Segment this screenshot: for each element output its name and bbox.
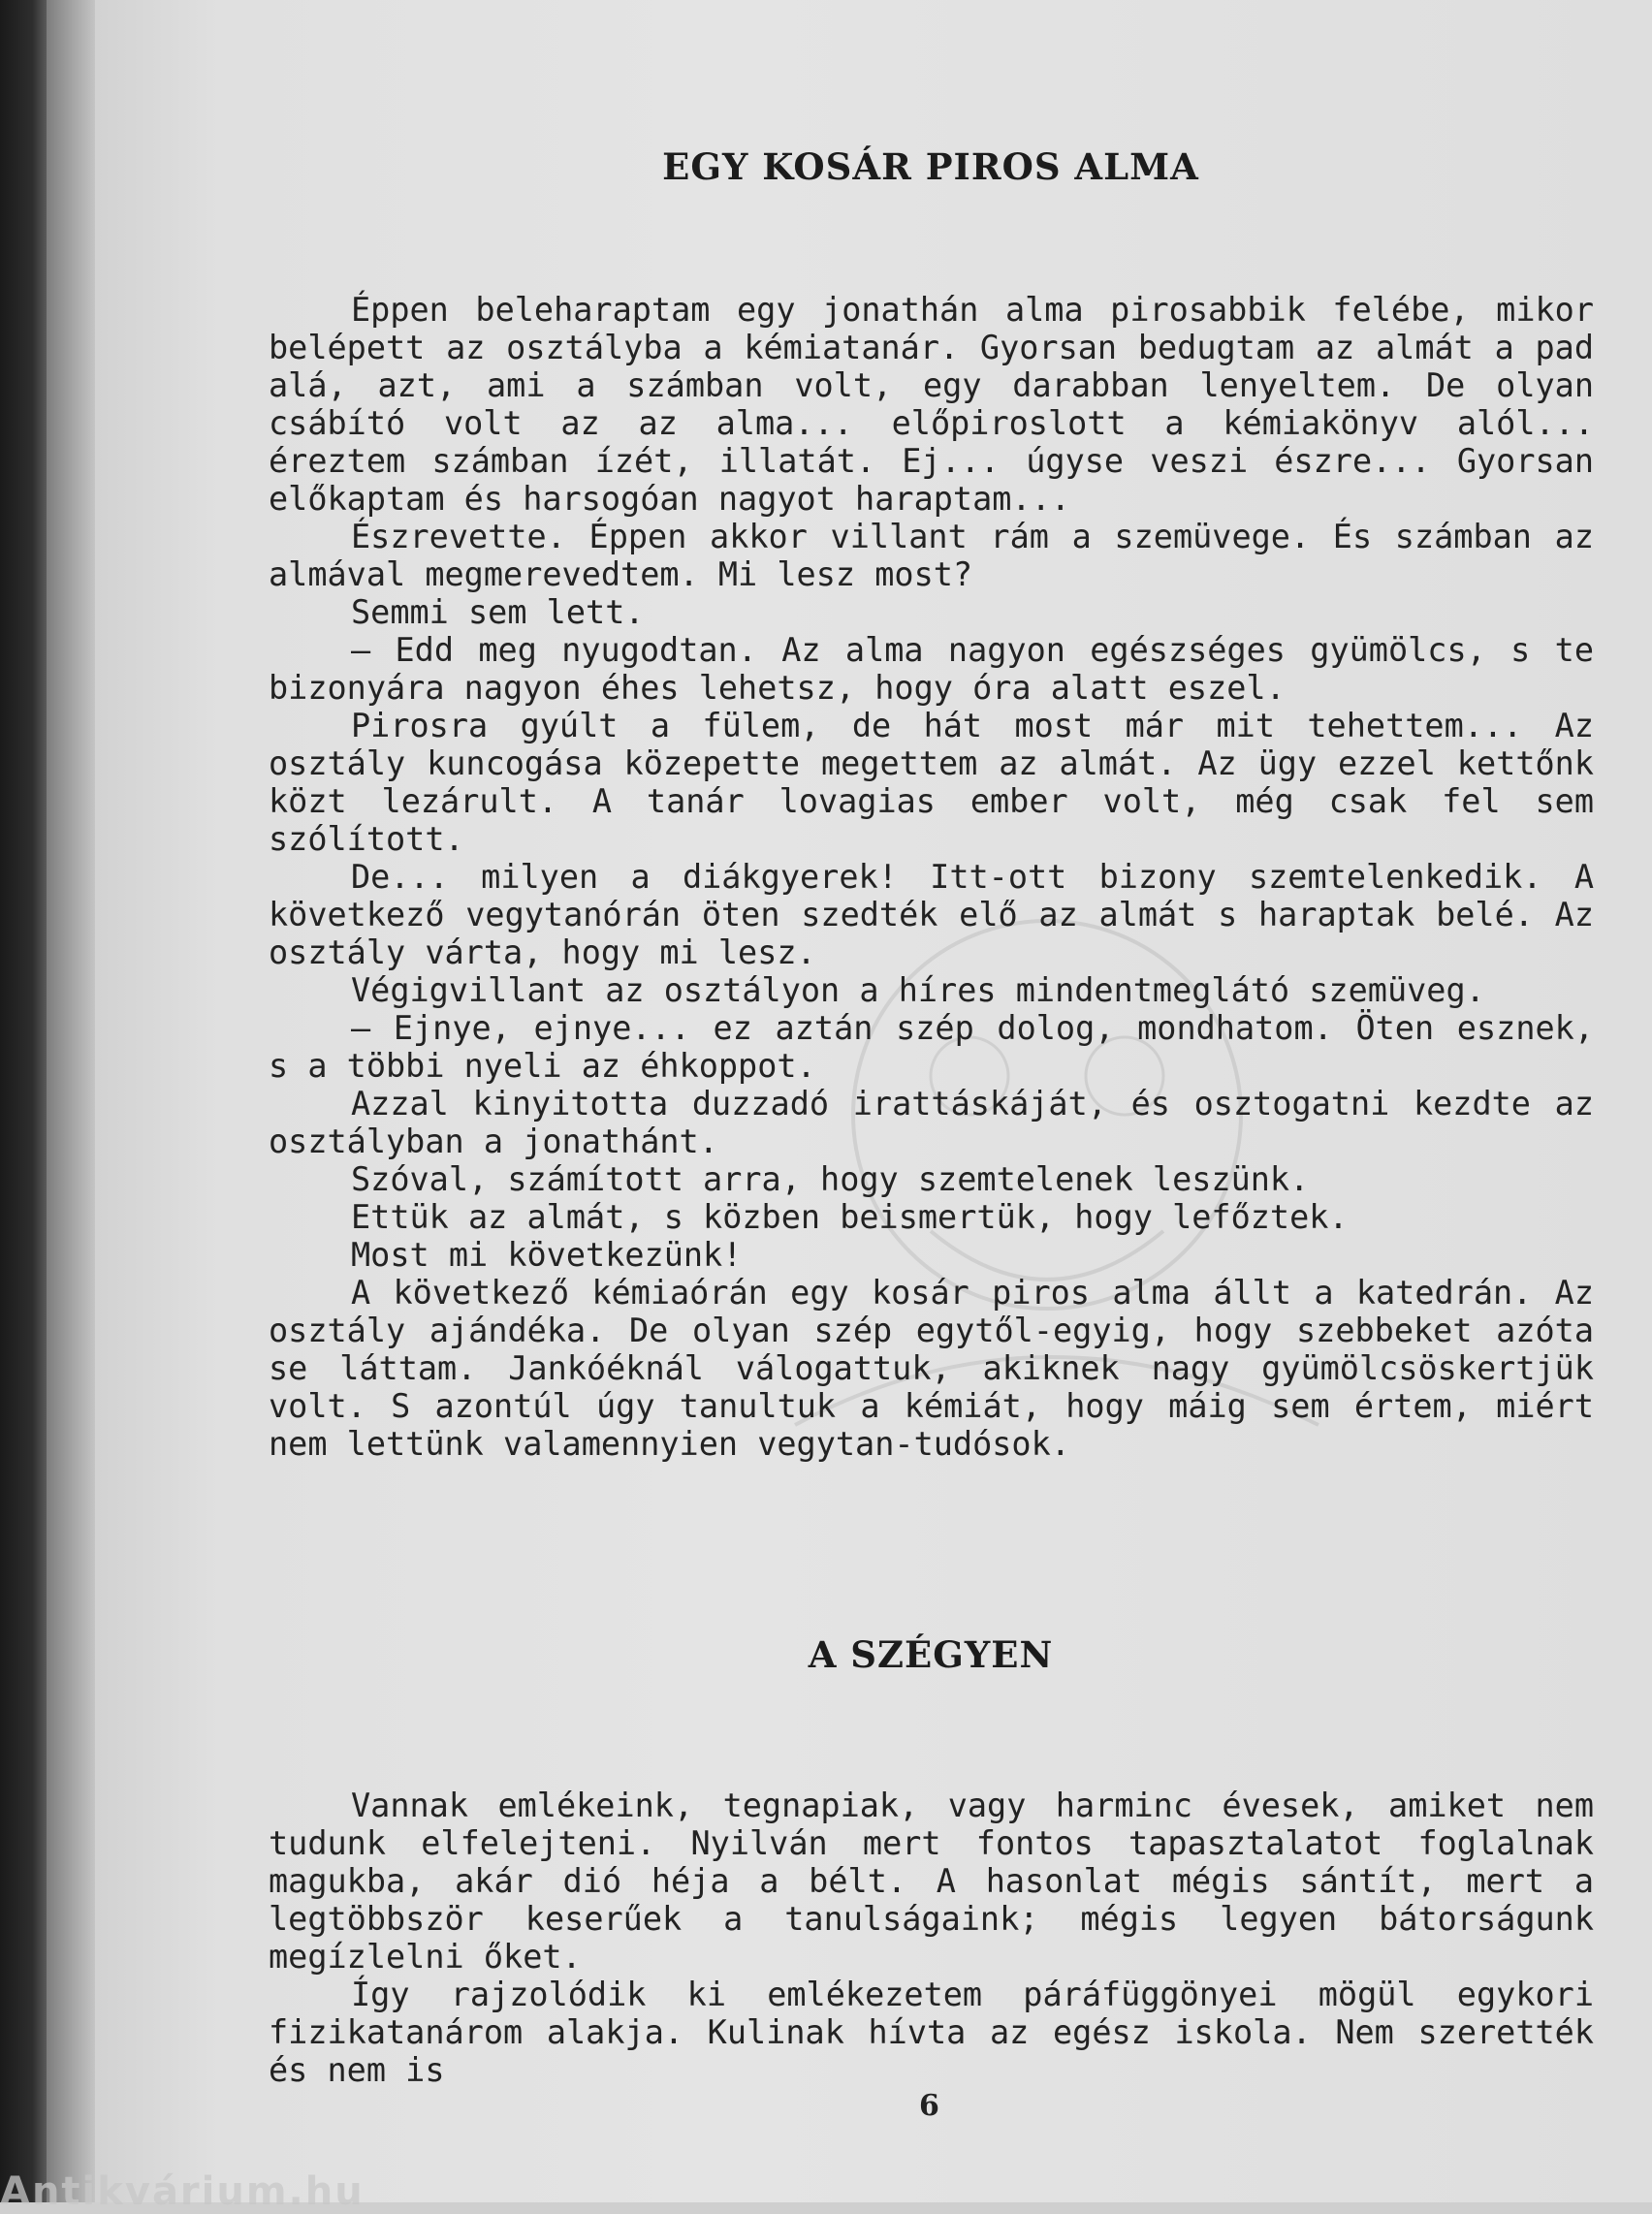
paragraph: Végigvillant az osztályon a híres mindentmeglátó szemüveg. [351, 971, 1485, 1009]
story-body-a-szegyen [269, 1787, 1594, 2089]
story-body-egy-kosar [269, 291, 1594, 1463]
story-title-a-szegyen: A SZÉGYEN [808, 1633, 1054, 1676]
watermark: Antikvárium.hu [0, 2169, 365, 2214]
paragraph: — Edd meg nyugodtan. Az alma nagyon egészséges gyümölcs, s te bizonyára nagyon éhes lehetsz, hogy óra alatt eszel. [269, 631, 1594, 707]
page-number: 6 [919, 2089, 939, 2123]
story-title-egy-kosar: EGY KOSÁR PIROS ALMA [662, 145, 1199, 188]
paragraph: Pirosra gyúlt a fülem, de hát most már mit tehettem... Az osztály kuncogása közepette megettem az almát. Az ügy ezzel kettőnk közt lezárult. A tanár lovagias ember volt, még csak fel sem szólított. [269, 707, 1594, 858]
paragraph: Vannak emlékeink, tegnapiak, vagy harminc évesek, amiket nem tudunk elfelejteni. Nyilván mert fontos tapasztalatot foglalnak magukba, akár dió héja a bélt. A hasonlat mégis sántít, mert a legtöbbször keserűek a tanulságaink; mégis legyen bátorságunk megízlelni őket. [269, 1787, 1594, 1976]
page-gutter [47, 0, 95, 2202]
paragraph: Semmi sem lett. [351, 593, 645, 631]
paragraph: Éppen beleharaptam egy jonathán alma pirosabbik felébe, mikor belépett az osztályba a kémiatanár. Gyorsan bedugtam az almát a pad alá, azt, ami a számban volt, egy darabban lenyeltem. De olyan csábító volt az az alma... előpiroslott a kémiakönyv alól... éreztem számban ízét, illatát. Ej... úgyse veszi észre... Gyorsan előkaptam és harsogóan nagyot haraptam... [269, 291, 1594, 518]
paragraph: Azzal kinyitotta duzzadó irattáskáját, és osztogatni kezdte az osztályban a jonathánt. [269, 1085, 1594, 1160]
paragraph: Észrevette. Éppen akkor villant rám a szemüvege. És számban az almával megmerevedtem. Mi lesz most? [269, 518, 1594, 593]
paragraph: Ettük az almát, s közben beismertük, hogy lefőztek. [351, 1198, 1349, 1236]
paragraph: Szóval, számított arra, hogy szemtelenek leszünk. [351, 1160, 1310, 1198]
paragraph: Most mi következünk! [351, 1236, 743, 1274]
paragraph: Így rajzolódik ki emlékezetem páráfüggönyei mögül egykori fizikatanárom alakja. Kulinak hívta az egész iskola. Nem szerették és nem is [269, 1976, 1594, 2089]
book-spine [0, 0, 47, 2202]
paragraph: — Ejnye, ejnye... ez aztán szép dolog, mondhatom. Öten esznek, s a többi nyeli az éhkoppot. [269, 1009, 1594, 1085]
paragraph: De... milyen a diákgyerek! Itt-ott bizony szemtelenkedik. A következő vegytanórán öten szedték elő az almát s haraptak belé. Az osztály várta, hogy mi lesz. [269, 858, 1594, 971]
paragraph: A következő kémiaórán egy kosár piros alma állt a katedrán. Az osztály ajándéka. De olyan szép egytől-egyig, hogy szebbeket azóta se láttam. Jankóéknál válogattuk, akiknek nagy gyümölcsöskertjük volt. S azontúl úgy tanultuk a kémiát, hogy máig sem értem, miért nem lettünk valamennyien vegytan-tudósok. [269, 1274, 1594, 1463]
